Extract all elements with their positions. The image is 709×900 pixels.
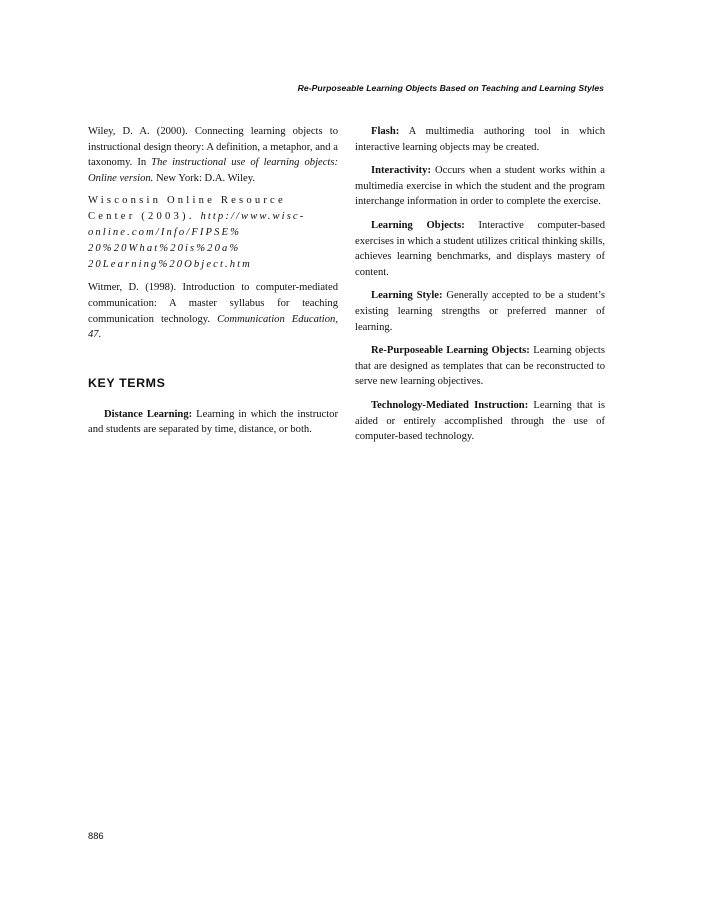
key-term: Learning Style:	[371, 290, 443, 302]
key-term-definition: Learning in which the instructor and students are separated by time, distance, or both.	[88, 408, 339, 436]
key-term-entry	[355, 124, 605, 155]
right-column	[355, 124, 605, 453]
reference-text: Witmer, D. (1998). Introduction to computer-mediated communication: A master syllabus for teaching communication technology.	[88, 282, 338, 325]
reference-entry	[88, 124, 338, 186]
key-term-entry	[355, 288, 605, 335]
reference-url: http://www.wisc-online.com/Info/FIPSE% 20%20What%20is%20a% 20Learning%20Object.htm	[88, 211, 306, 271]
reference-text: Wisconsin Online Resource Center (2003).	[88, 195, 286, 223]
reference-entry	[88, 280, 338, 342]
key-term: Technology-Mediated Instruction:	[371, 399, 529, 411]
key-term: Flash:	[371, 126, 400, 137]
key-term: Interactivity:	[371, 165, 432, 177]
key-term-entry	[355, 218, 605, 280]
reference-text: New York: D.A. Wiley.	[153, 172, 256, 184]
key-term: Learning Objects:	[371, 219, 465, 231]
key-term-entry	[355, 163, 605, 210]
key-term-entry	[355, 398, 605, 445]
reference-title: The instructional use of learning objects: Online version.	[88, 157, 339, 184]
key-term: Distance Learning:	[104, 408, 193, 420]
key-term-definition: Learning objects that are designed as templates that can be reconstructed to serve new learning objectives.	[355, 345, 606, 388]
key-term: Re-Purposeable Learning Objects:	[371, 345, 530, 357]
key-terms-heading: KEY TERMS	[88, 375, 166, 390]
key-term-definition: Interactive computer-based exercises in which a student utilizes critical thinking skills, achieves learning benchmarks, and displays mastery of content.	[355, 219, 605, 278]
key-term-definition: Generally accepted to be a student’s existing learning strengths or preferred manner of learning.	[355, 290, 605, 333]
page-number: 886	[88, 830, 104, 841]
reference-entry	[88, 193, 338, 273]
running-header: Re-Purposeable Learning Objects Based on Teaching and Learning Styles	[297, 83, 604, 93]
left-column	[88, 124, 338, 446]
reference-journal: Communication Education, 47.	[88, 313, 338, 341]
key-term-entry	[355, 343, 605, 390]
key-term-entry	[88, 407, 338, 438]
key-term-definition: Occurs when a student works within a multimedia exercise in which the student and the program interchange information in order to complete the exercise.	[355, 165, 605, 208]
key-term-definition: Learning that is aided or entirely accomplished through the use of computer-based technology.	[355, 399, 605, 443]
key-term-definition: A multimedia authoring tool in which interactive learning objects may be created.	[355, 126, 605, 153]
reference-text: Wiley, D. A. (2000). Connecting learning objects to instructional design theory: A definition, a metaphor, and a taxonomy. In	[88, 126, 338, 169]
